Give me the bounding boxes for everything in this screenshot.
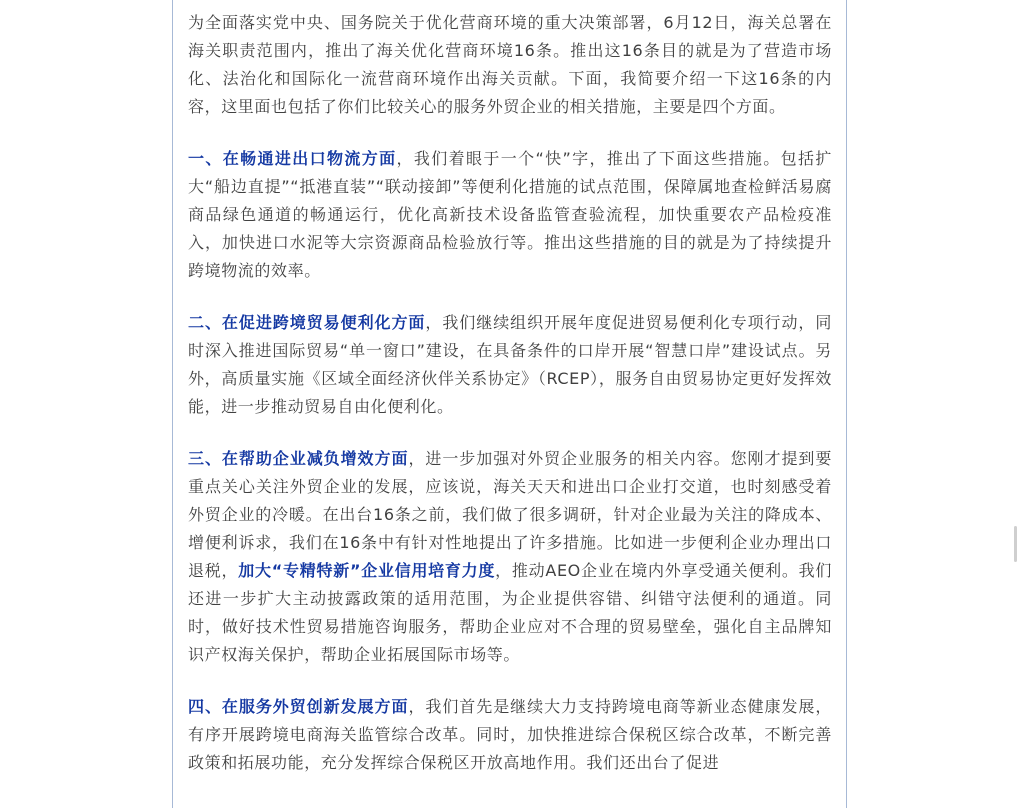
intro-paragraph <box>188 9 832 121</box>
section-burden-reduction-heading: 三、在帮助企业减负增效方面 <box>188 449 409 468</box>
section-logistics-text: ，我们着眼于一个“快”字，推出了下面这些措施。包括扩大“船边直提”“抵港直装”“联动接卸”等便利化措施的试点范围，保障属地查检鲜活易腐商品绿色通道的畅通运行，优化高新技术设备监管查验流程，加快重要农产品检疫准入，加快进口水泥等大宗资源商品检验放行等。推出这些措施的目的就是为了持续提升跨境物流的效率。 <box>188 149 832 280</box>
section-innovation-paragraph <box>188 693 832 777</box>
section-innovation-heading: 四、在服务外贸创新发展方面 <box>188 697 409 716</box>
section-burden-reduction-paragraph <box>188 445 832 669</box>
section-burden-reduction-text-before: ，进一步加强对外贸企业服务的相关内容。您刚才提到要重点关心关注外贸企业的发展，应该说，海关天天和进出口企业打交道，也时刻感受着外贸企业的冷暖。在出台16条之前，我们做了很多调研，针对企业最为关注的降成本、增便利诉求，我们在16条中有针对性地提出了许多措施。比如进一步便利企业办理出口退税， <box>188 449 832 580</box>
section-trade-facilitation-text: ，我们继续组织开展年度促进贸易便利化专项行动，同时深入推进国际贸易“单一窗口”建设，在具备条件的口岸开展“智慧口岸”建设试点。另外，高质量实施《区域全面经济伙伴关系协定》（RCEP），服务自由贸易协定更好发挥效能，进一步推动贸易自由化便利化。 <box>188 313 832 416</box>
intro-text: 为全面落实党中央、国务院关于优化营商环境的重大决策部署，6月12日，海关总署在海关职责范围内，推出了海关优化营商环境16条。推出这16条目的就是为了营造市场化、法治化和国际化一流营商环境作出海关贡献。下面，我简要介绍一下这16条的内容，这里面也包括了你们比较关心的服务外贸企业的相关措施，主要是四个方面。 <box>188 13 832 116</box>
section-burden-reduction-highlight: 加大“专精特新”企业信用培育力度 <box>238 561 496 580</box>
section-trade-facilitation-heading: 二、在促进跨境贸易便利化方面 <box>188 313 426 332</box>
article-body <box>188 9 832 801</box>
section-logistics-heading: 一、在畅通进出口物流方面 <box>188 149 397 168</box>
page-scrollbar-thumb[interactable] <box>1014 526 1017 562</box>
section-logistics-paragraph <box>188 145 832 285</box>
article-frame <box>172 0 847 808</box>
section-trade-facilitation-paragraph <box>188 309 832 421</box>
section-burden-reduction-text-after: ，推动AEO企业在境内外享受通关便利。我们还进一步扩大主动披露政策的适用范围，为企业提供容错、纠错守法便利的通道。同时，做好技术性贸易措施咨询服务，帮助企业应对不合理的贸易壁垒，强化自主品牌知识产权海关保护，帮助企业拓展国际市场等。 <box>188 561 832 664</box>
section-innovation-text: ，我们首先是继续大力支持跨境电商等新业态健康发展，有序开展跨境电商海关监管综合改革。同时，加快推进综合保税区综合改革，不断完善政策和拓展功能，充分发挥综合保税区开放高地作用。我们还出台了促进 <box>188 697 832 772</box>
